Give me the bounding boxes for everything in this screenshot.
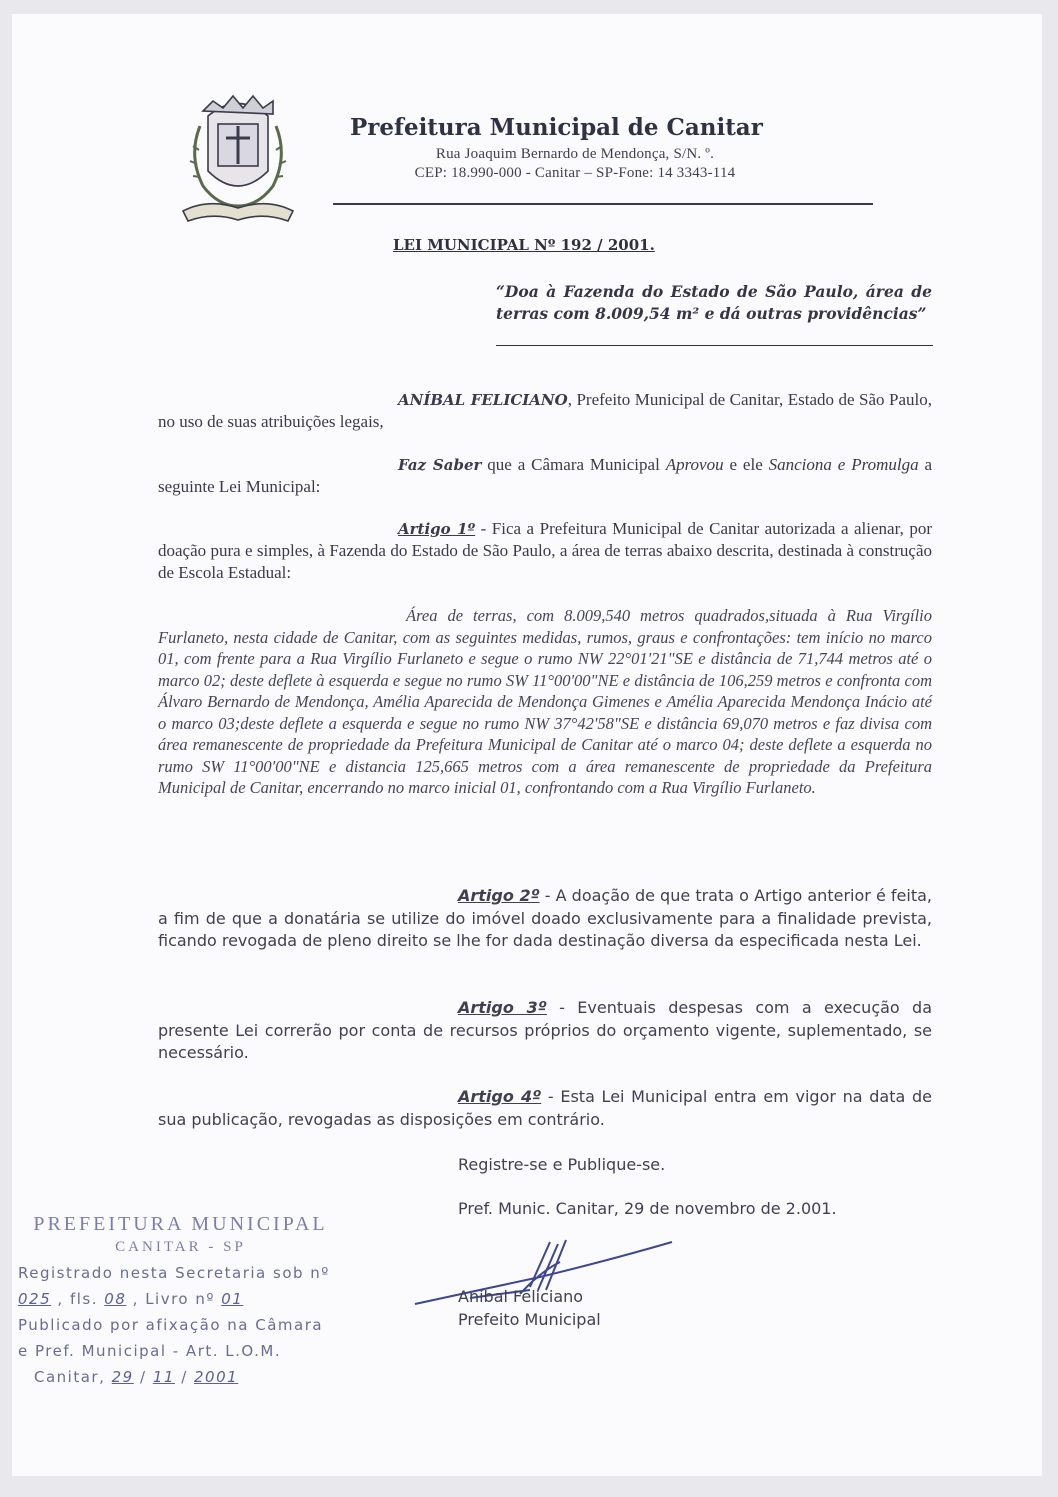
enactment-text-3: a seguinte Lei Municipal: (158, 455, 933, 496)
stamp-reg-number: 025 (18, 1290, 52, 1308)
enactment-text-2: e ele (723, 455, 769, 474)
article-2-text: - A doação de que trata o Artigo anterior é feita, a fim de que a donatária se utilize do imóvel doado exclusivamente para a finalidade prevista, ficando revogada de pleno direito se lhe for dada destinação diversa da especificada nesta Lei. (158, 886, 932, 950)
stamp-month: 11 (152, 1368, 175, 1386)
stamp-livro-label: , Livro nº (132, 1290, 215, 1308)
stamp-year: 2001 (194, 1368, 239, 1386)
header-divider (333, 203, 873, 205)
place-date-line: Pref. Munic. Canitar, 29 de novembro de 2.001. (458, 1199, 837, 1218)
faz-saber-label: Faz Saber (398, 456, 482, 474)
sanciona-text: Sanciona e Promulga (768, 455, 919, 474)
signatory-title: Prefeito Municipal (458, 1310, 601, 1329)
stamp-line-3: Registrado nesta Secretaria sob nº (18, 1264, 330, 1282)
article-3-text: - Eventuais despesas com a execução da presente Lei correrão por conta de recursos próprios do orçamento vigente, suplementado, se necessário. (158, 998, 933, 1062)
article-3 (158, 997, 932, 1065)
area-description-text: Área de terras, com 8.009,540 metros quadrados,situada à Rua Virgílio Furlaneto, nesta cidade de Canitar, com as seguintes medidas, rumos, graus e confrontações: tem início no marco 01, com frente para a Rua Virgílio Furlaneto e segue o rumo NW 22°01'21"SE e distância de 71,744 metros até o marco 02; deste deflete à esquerda e segue no rumo SW 11°00'00"NE e distância de 106,259 metros e confronta com Álvaro Bernardo de Mendonça, Amélia Aparecida de Mendonça Gimenes e Amélia Aparecida Mendonça Inácio até o marco 03;deste deflete a esquerda e segue no rumo NW 37°42'58"SE e distância 69,070 metros e faz divisa com área remanescente de propriedade da Prefeitura Municipal de Canitar até o marco 04; deste deflete a esquerda no rumo SW 11°00'00"NE e distancia 125,665 metros com a área remanescente de propriedade da Prefeitura Municipal de Canitar, encerrando no marco inicial 01, confrontando com a Rua Virgílio Furlaneto. (158, 606, 932, 797)
article-2 (158, 885, 932, 953)
org-name: Prefeitura Municipal de Canitar (350, 114, 763, 141)
law-title: LEI MUNICIPAL Nº 192 / 2001. (393, 236, 655, 254)
mayor-name: ANÍBAL FELICIANO (398, 391, 568, 409)
stamp-livro-number: 01 (221, 1290, 244, 1308)
stamp-day: 29 (111, 1368, 134, 1386)
area-description (158, 605, 932, 799)
enactment-text-1: que a Câmara Municipal (481, 455, 666, 474)
preamble-text: , Prefeito Municipal de Canitar, Estado de São Paulo, no uso de suas atribuições legais, (158, 390, 933, 431)
registre-line: Registre-se e Publique-se. (458, 1155, 666, 1174)
stamp-line-1: PREFEITURA MUNICIPAL (33, 1213, 328, 1235)
stamp-registration-row (18, 1290, 343, 1308)
article-4-text: - Esta Lei Municipal entra em vigor na data de sua publicação, revogadas as disposições em contrário. (158, 1087, 933, 1129)
summary-underline (496, 345, 933, 346)
aprovou-text: Aprovou (665, 455, 724, 474)
contact-line: CEP: 18.990-000 - Canitar – SP-Fone: 14 3343-114 (414, 165, 736, 181)
preamble-paragraph (158, 389, 932, 433)
registration-stamp (18, 1213, 343, 1386)
stamp-city: Canitar, (34, 1368, 106, 1386)
signatory-name: Aníbal Feliciano (458, 1287, 584, 1306)
enactment-paragraph (158, 454, 932, 498)
stamp-line-2: CANITAR - SP (115, 1239, 246, 1255)
article-1-label: Artigo 1º (398, 520, 476, 538)
address-line: Rua Joaquim Bernardo de Mendonça, S/N. º. (435, 146, 715, 162)
article-1 (158, 518, 932, 584)
article-4-label: Artigo 4º (458, 1087, 542, 1106)
stamp-date-row: Canitar, 29 / 11 / 2001 (34, 1368, 239, 1386)
stamp-line-6: e Pref. Municipal - Art. L.O.M. (18, 1342, 282, 1360)
article-3-label: Artigo 3º (458, 998, 547, 1017)
law-summary: “Doa à Fazenda do Estado de São Paulo, área de terras com 8.009,54 m² e dá outras providências” (496, 282, 932, 323)
stamp-fls-label: , fls. (57, 1290, 98, 1308)
article-1-text: - Fica a Prefeitura Municipal de Canitar autorizada a alienar, por doação pura e simples, à Fazenda do Estado de São Paulo, a área de terras abaixo descrita, destinada à construção de Escola Estadual: (158, 519, 932, 582)
municipal-coat-of-arms-icon (178, 86, 298, 231)
stamp-fls-number: 08 (104, 1290, 127, 1308)
stamp-line-5: Publicado por afixação na Câmara (18, 1316, 324, 1334)
article-2-label: Artigo 2º (458, 886, 540, 905)
article-4 (158, 1086, 932, 1131)
